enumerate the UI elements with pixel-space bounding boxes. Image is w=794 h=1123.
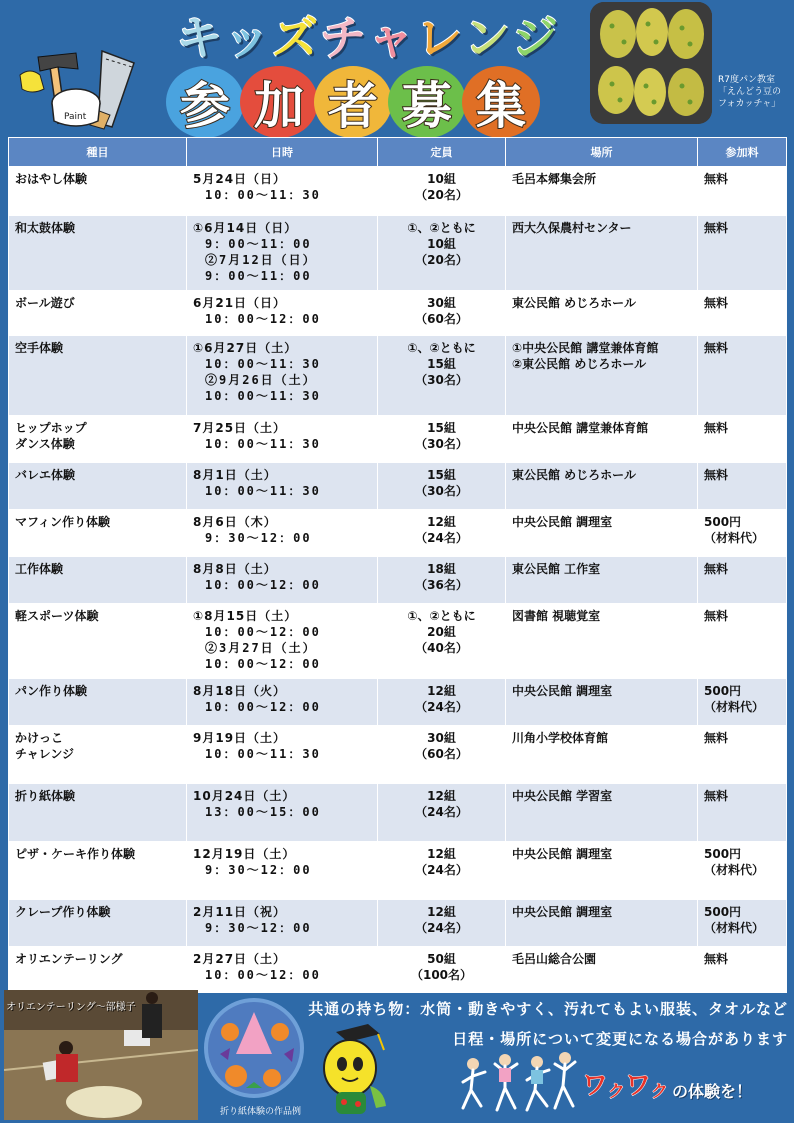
datetime-cell (187, 604, 378, 679)
fee-cell: 無料 (698, 784, 787, 842)
capacity-cell: ①、②ともに 20組 （40名） (378, 604, 506, 679)
datetime-cell (187, 557, 378, 604)
subtitle-circle (314, 66, 392, 138)
title-char: ャ (368, 11, 414, 65)
table-row (9, 416, 787, 463)
time-text: 10：00～12：00 (205, 312, 321, 326)
datetime-cell (187, 216, 378, 291)
fee-cell: 無料 (698, 557, 787, 604)
footer (0, 990, 794, 1123)
event-cell: オリエンテーリング (9, 947, 187, 993)
fee-cell: 無料 (698, 947, 787, 993)
capacity-cell: ①、②ともに 10組 （20名） (378, 216, 506, 291)
fee-cell: 無料 (698, 726, 787, 784)
subtitle-circle (240, 66, 318, 138)
date-text: 2月11日（祝） (193, 905, 287, 919)
date-text: 8月1日（土） (193, 468, 277, 482)
slogan-char: ワ (582, 1071, 609, 1101)
capacity-cell: 30組 （60名） (378, 726, 506, 784)
table-row (9, 900, 787, 947)
slogan-char: ク (651, 1082, 669, 1102)
event-cell: 和太鼓体験 (9, 216, 187, 291)
subtitle-char: 加 (254, 76, 304, 135)
date-text: 10月24日（土） (193, 789, 296, 803)
running-kids-icon (455, 1050, 580, 1120)
place-cell: 図書館 視聴覚室 (506, 604, 698, 679)
datetime-cell (187, 291, 378, 336)
datetime-cell (187, 784, 378, 842)
event-cell: 工作体験 (9, 557, 187, 604)
time-text: 10：00～12：00 (205, 578, 321, 592)
subtitle-char: 者 (328, 76, 378, 135)
table-row (9, 842, 787, 900)
datetime-cell (187, 167, 378, 216)
place-cell: 毛呂山総合公園 (506, 947, 698, 993)
time-text: 13：00～15：00 (205, 805, 321, 819)
svg-text:Paint: Paint (64, 112, 87, 122)
date-text: ①6月27日（土） (193, 341, 298, 355)
column-header: 定員 (378, 138, 506, 167)
event-cell: 空手体験 (9, 336, 187, 416)
table-row (9, 463, 787, 510)
time-text: 9：30～12：00 (205, 921, 312, 935)
fee-cell: 500円 （材料代） (698, 900, 787, 947)
capacity-cell: 12組 （24名） (378, 900, 506, 947)
date-text: 5月24日（日） (193, 172, 287, 186)
table-row (9, 784, 787, 842)
capacity-cell: 30組 （60名） (378, 291, 506, 336)
subtitle-circle (166, 66, 244, 138)
event-cell: 軽スポーツ体験 (9, 604, 187, 679)
subtitle-char: 参 (180, 76, 230, 135)
title-char: ン (464, 11, 510, 65)
orienteering-caption: オリエンテーリング～部様子 (6, 1002, 136, 1013)
datetime-cell (187, 900, 378, 947)
place-cell: 中央公民館 調理室 (506, 842, 698, 900)
fee-cell: 無料 (698, 463, 787, 510)
title-char: レ (416, 11, 462, 65)
event-cell: おはやし体験 (9, 167, 187, 216)
date-text: 12月19日（土） (193, 847, 296, 861)
capacity-cell: 15組 （30名） (378, 416, 506, 463)
table-row (9, 726, 787, 784)
capacity-cell: 15組 （30名） (378, 463, 506, 510)
table-row (9, 291, 787, 336)
table-row (9, 604, 787, 679)
fee-cell: 無料 (698, 604, 787, 679)
column-header: 場所 (506, 138, 698, 167)
place-cell: 川角小学校体育館 (506, 726, 698, 784)
event-cell: マフィン作り体験 (9, 510, 187, 557)
table-row (9, 557, 787, 604)
title-char: チ (320, 11, 366, 65)
date-text: 9月19日（土） (193, 731, 287, 745)
event-cell: 折り紙体験 (9, 784, 187, 842)
column-header: 参加料 (698, 138, 787, 167)
capacity-cell: 50組 （100名） (378, 947, 506, 993)
place-cell: 東公民館 めじろホール (506, 463, 698, 510)
header (0, 0, 794, 135)
time-text: 10：00～11：30 ②9月26日（土） 10：00～11：30 (205, 357, 321, 403)
datetime-cell (187, 679, 378, 726)
table-row (9, 167, 787, 216)
event-cell: ヒップホップ ダンス体験 (9, 416, 187, 463)
title-char: ジ (512, 11, 558, 65)
time-text: 9：30～12：00 (205, 531, 312, 545)
time-text: 9：30～12：00 (205, 863, 312, 877)
title-char: ッ (224, 11, 270, 65)
fee-cell: 無料 (698, 416, 787, 463)
fee-cell: 無料 (698, 291, 787, 336)
slogan-char: ワ (625, 1071, 652, 1101)
time-text: 10：00～12：00 ②3月27日（土） 10：00～12：00 (205, 625, 321, 671)
place-cell: 東公民館 工作室 (506, 557, 698, 604)
subtitle-char: 募 (402, 76, 452, 135)
title-char: ズ (272, 11, 318, 65)
table-row (9, 679, 787, 726)
capacity-cell: 12組 （24名） (378, 842, 506, 900)
event-cell: クレープ作り体験 (9, 900, 187, 947)
bread-caption: R7度パン教室 「えんどう豆の フォカッチャ」 (718, 75, 782, 109)
date-text: 8月8日（土） (193, 562, 277, 576)
event-cell: パン作り体験 (9, 679, 187, 726)
event-cell: ピザ・ケーキ作り体験 (9, 842, 187, 900)
event-cell: バレエ体験 (9, 463, 187, 510)
place-cell: 東公民館 めじろホール (506, 291, 698, 336)
fee-cell: 500円 （材料代） (698, 679, 787, 726)
slogan-char: ク (608, 1082, 626, 1102)
subtitle (166, 66, 566, 138)
column-header: 種目 (9, 138, 187, 167)
orienteering-photo (4, 990, 198, 1120)
time-text: 10：00～11：30 (205, 747, 321, 761)
date-text: 7月25日（土） (193, 421, 287, 435)
date-text: 6月21日（日） (193, 296, 287, 310)
waku-waku-slogan (582, 1062, 782, 1102)
table-row (9, 336, 787, 416)
slogan-text: の体験を！ (672, 1082, 753, 1101)
capacity-cell: 10組 （20名） (378, 167, 506, 216)
table-row (9, 510, 787, 557)
craft-tools-icon (14, 45, 154, 130)
date-text: ①8月15日（土） (193, 609, 298, 623)
event-cell: ボール遊び (9, 291, 187, 336)
table-row (9, 216, 787, 291)
capacity-cell: 18組 （36名） (378, 557, 506, 604)
datetime-cell (187, 416, 378, 463)
schedule-table (8, 137, 787, 993)
place-cell: 中央公民館 調理室 (506, 510, 698, 557)
time-text: 10：00～11：30 (205, 437, 321, 451)
fee-cell: 無料 (698, 216, 787, 291)
fee-cell: 500円 （材料代） (698, 842, 787, 900)
fee-cell: 無料 (698, 167, 787, 216)
time-text: 10：00～11：30 (205, 484, 321, 498)
time-text: 10：00～12：00 (205, 968, 321, 982)
place-cell: 中央公民館 講堂兼体育館 (506, 416, 698, 463)
notice-schedule-change: 日程・場所について変更になる場合があります (452, 1030, 788, 1048)
fee-cell: 500円 （材料代） (698, 510, 787, 557)
capacity-cell: 12組 （24名） (378, 510, 506, 557)
datetime-cell (187, 726, 378, 784)
bread-photo (590, 2, 712, 124)
column-header: 日時 (187, 138, 378, 167)
time-text: 9：00～11：00 ②7月12日（日） 9：00～11：00 (205, 237, 317, 283)
table-row (9, 947, 787, 993)
time-text: 10：00～12：00 (205, 700, 321, 714)
origami-caption: 折り紙体験の作品例 (220, 1107, 302, 1117)
date-text: 8月18日（火） (193, 684, 287, 698)
datetime-cell (187, 336, 378, 416)
capacity-cell: 12組 （24名） (378, 679, 506, 726)
table-header-row (9, 138, 787, 167)
title-char: キ (176, 11, 222, 65)
subtitle-circle (462, 66, 540, 138)
capacity-cell: 12組 （24名） (378, 784, 506, 842)
datetime-cell (187, 947, 378, 993)
place-cell: ①中央公民館 講堂兼体育館 ②東公民館 めじろホール (506, 336, 698, 416)
subtitle-circle (388, 66, 466, 138)
time-text: 10：00～11：30 (205, 188, 321, 202)
date-text: 8月6日（木） (193, 515, 277, 529)
place-cell: 西大久保農村センター (506, 216, 698, 291)
notice (228, 994, 788, 1054)
date-text: ①6月14日（日） (193, 221, 298, 235)
date-text: 2月27日（土） (193, 952, 287, 966)
datetime-cell (187, 510, 378, 557)
capacity-cell: ①、②ともに 15組 （30名） (378, 336, 506, 416)
event-cell: かけっこ チャレンジ (9, 726, 187, 784)
datetime-cell (187, 463, 378, 510)
fee-cell: 無料 (698, 336, 787, 416)
place-cell: 中央公民館 調理室 (506, 679, 698, 726)
place-cell: 中央公民館 学習室 (506, 784, 698, 842)
main-title (172, 6, 562, 64)
datetime-cell (187, 842, 378, 900)
notice-items-to-bring: 共通の持ち物：水筒・動きやすく、汚れてもよい服装、タオルなど (308, 1000, 788, 1018)
subtitle-char: 集 (476, 76, 526, 135)
place-cell: 中央公民館 調理室 (506, 900, 698, 947)
place-cell: 毛呂本郷集会所 (506, 167, 698, 216)
